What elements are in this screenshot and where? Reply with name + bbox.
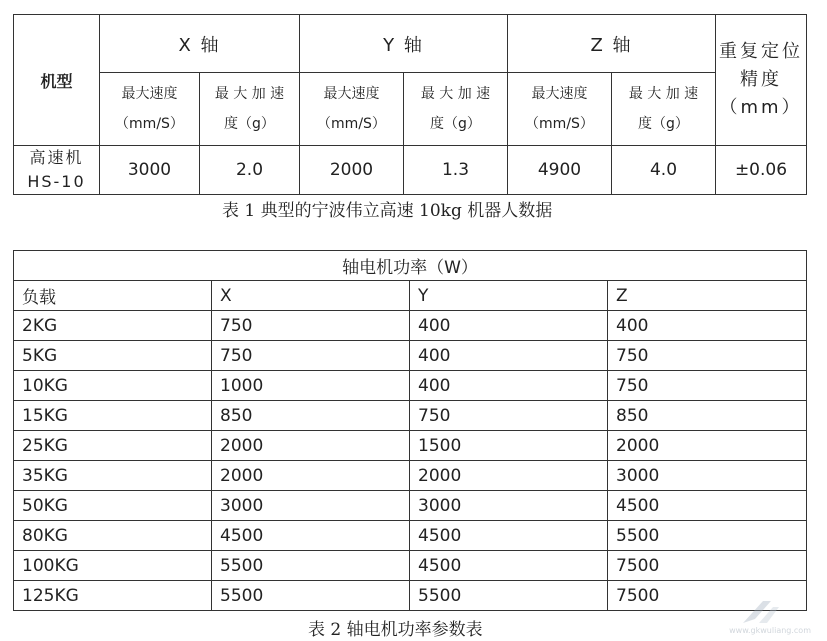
z-axis-header: Z 轴 [508,15,716,73]
y-cell: 4500 [410,551,608,581]
x-cell: 1000 [212,371,410,401]
table-row [14,341,807,371]
table-row [14,551,807,581]
table-row [14,521,807,551]
model-cell: 高速机 HS-10 [14,146,100,195]
z-cell: 3000 [608,461,807,491]
y-cell: 750 [410,401,608,431]
motor-power-table [13,250,807,611]
machine-type-header: 机型 [14,15,100,146]
z-cell: 4500 [608,491,807,521]
x-header: X [212,281,410,311]
precision-value: ±0.06 [716,146,807,195]
load-cell: 125KG [14,581,212,611]
x-cell: 4500 [212,521,410,551]
x-max-speed-header [100,73,200,146]
table-row [14,581,807,611]
motor-power-title: 轴电机功率（W） [14,251,807,281]
y-cell: 4500 [410,521,608,551]
max-accel-label: 最 大 加 速 [420,86,491,102]
x-cell: 3000 [212,491,410,521]
y-cell: 3000 [410,491,608,521]
load-cell: 10KG [14,371,212,401]
y-header: Y [410,281,608,311]
y-max-speed-value: 2000 [300,146,404,195]
load-cell: 15KG [14,401,212,431]
table1-caption: 表 1 典型的宁波伟立高速 10kg 机器人数据 [222,201,553,221]
max-accel-unit: 度（g） [224,116,275,132]
max-speed-label: 最大速度 [531,86,588,102]
x-cell: 5500 [212,551,410,581]
load-cell: 50KG [14,491,212,521]
max-speed-label: 最大速度 [121,86,178,102]
z-header: Z [608,281,807,311]
x-cell: 2000 [212,461,410,491]
table-row [14,431,807,461]
z-cell: 7500 [608,551,807,581]
load-header: 负载 [14,281,212,311]
z-cell: 750 [608,341,807,371]
y-cell: 400 [410,341,608,371]
x-max-speed-value: 3000 [100,146,200,195]
x-max-accel-value: 2.0 [200,146,300,195]
y-max-speed-header [300,73,404,146]
max-speed-unit: （mm/S） [525,116,594,132]
table-row [14,401,807,431]
load-cell: 35KG [14,461,212,491]
max-accel-label: 最 大 加 速 [214,86,285,102]
load-cell: 5KG [14,341,212,371]
x-cell: 750 [212,311,410,341]
robot-spec-table [13,14,807,195]
z-cell: 750 [608,371,807,401]
x-max-accel-header [200,73,300,146]
precision-header [716,15,807,146]
y-max-accel-header [404,73,508,146]
table-row [14,491,807,521]
max-speed-unit: （mm/S） [115,116,184,132]
load-cell: 80KG [14,521,212,551]
watermark-text: www.gkwuliang.com [729,626,811,635]
x-cell: 850 [212,401,410,431]
max-accel-unit: 度（g） [430,116,481,132]
z-max-accel-value: 4.0 [612,146,716,195]
z-cell: 400 [608,311,807,341]
y-cell: 400 [410,311,608,341]
load-cell: 25KG [14,431,212,461]
y-cell: 400 [410,371,608,401]
z-cell: 5500 [608,521,807,551]
table-row [14,461,807,491]
z-cell: 2000 [608,431,807,461]
z-max-speed-header [508,73,612,146]
x-cell: 5500 [212,581,410,611]
table-row [14,311,807,341]
watermark-logo-icon [733,597,783,627]
y-axis-header: Y 轴 [300,15,508,73]
z-cell: 7500 [608,581,807,611]
table2-caption: 表 2 轴电机功率参数表 [308,620,483,640]
z-max-accel-header [612,73,716,146]
watermark [713,597,813,637]
x-cell: 750 [212,341,410,371]
max-accel-label: 最 大 加 速 [628,86,699,102]
load-cell: 2KG [14,311,212,341]
precision-header-text: 重复定位精度（mm） [719,41,803,118]
max-speed-unit: （mm/S） [317,116,386,132]
y-max-accel-value: 1.3 [404,146,508,195]
x-axis-header: X 轴 [100,15,300,73]
z-cell: 850 [608,401,807,431]
table-row [14,371,807,401]
y-cell: 1500 [410,431,608,461]
max-accel-unit: 度（g） [638,116,689,132]
max-speed-label: 最大速度 [323,86,380,102]
y-cell: 2000 [410,461,608,491]
y-cell: 5500 [410,581,608,611]
load-cell: 100KG [14,551,212,581]
x-cell: 2000 [212,431,410,461]
z-max-speed-value: 4900 [508,146,612,195]
